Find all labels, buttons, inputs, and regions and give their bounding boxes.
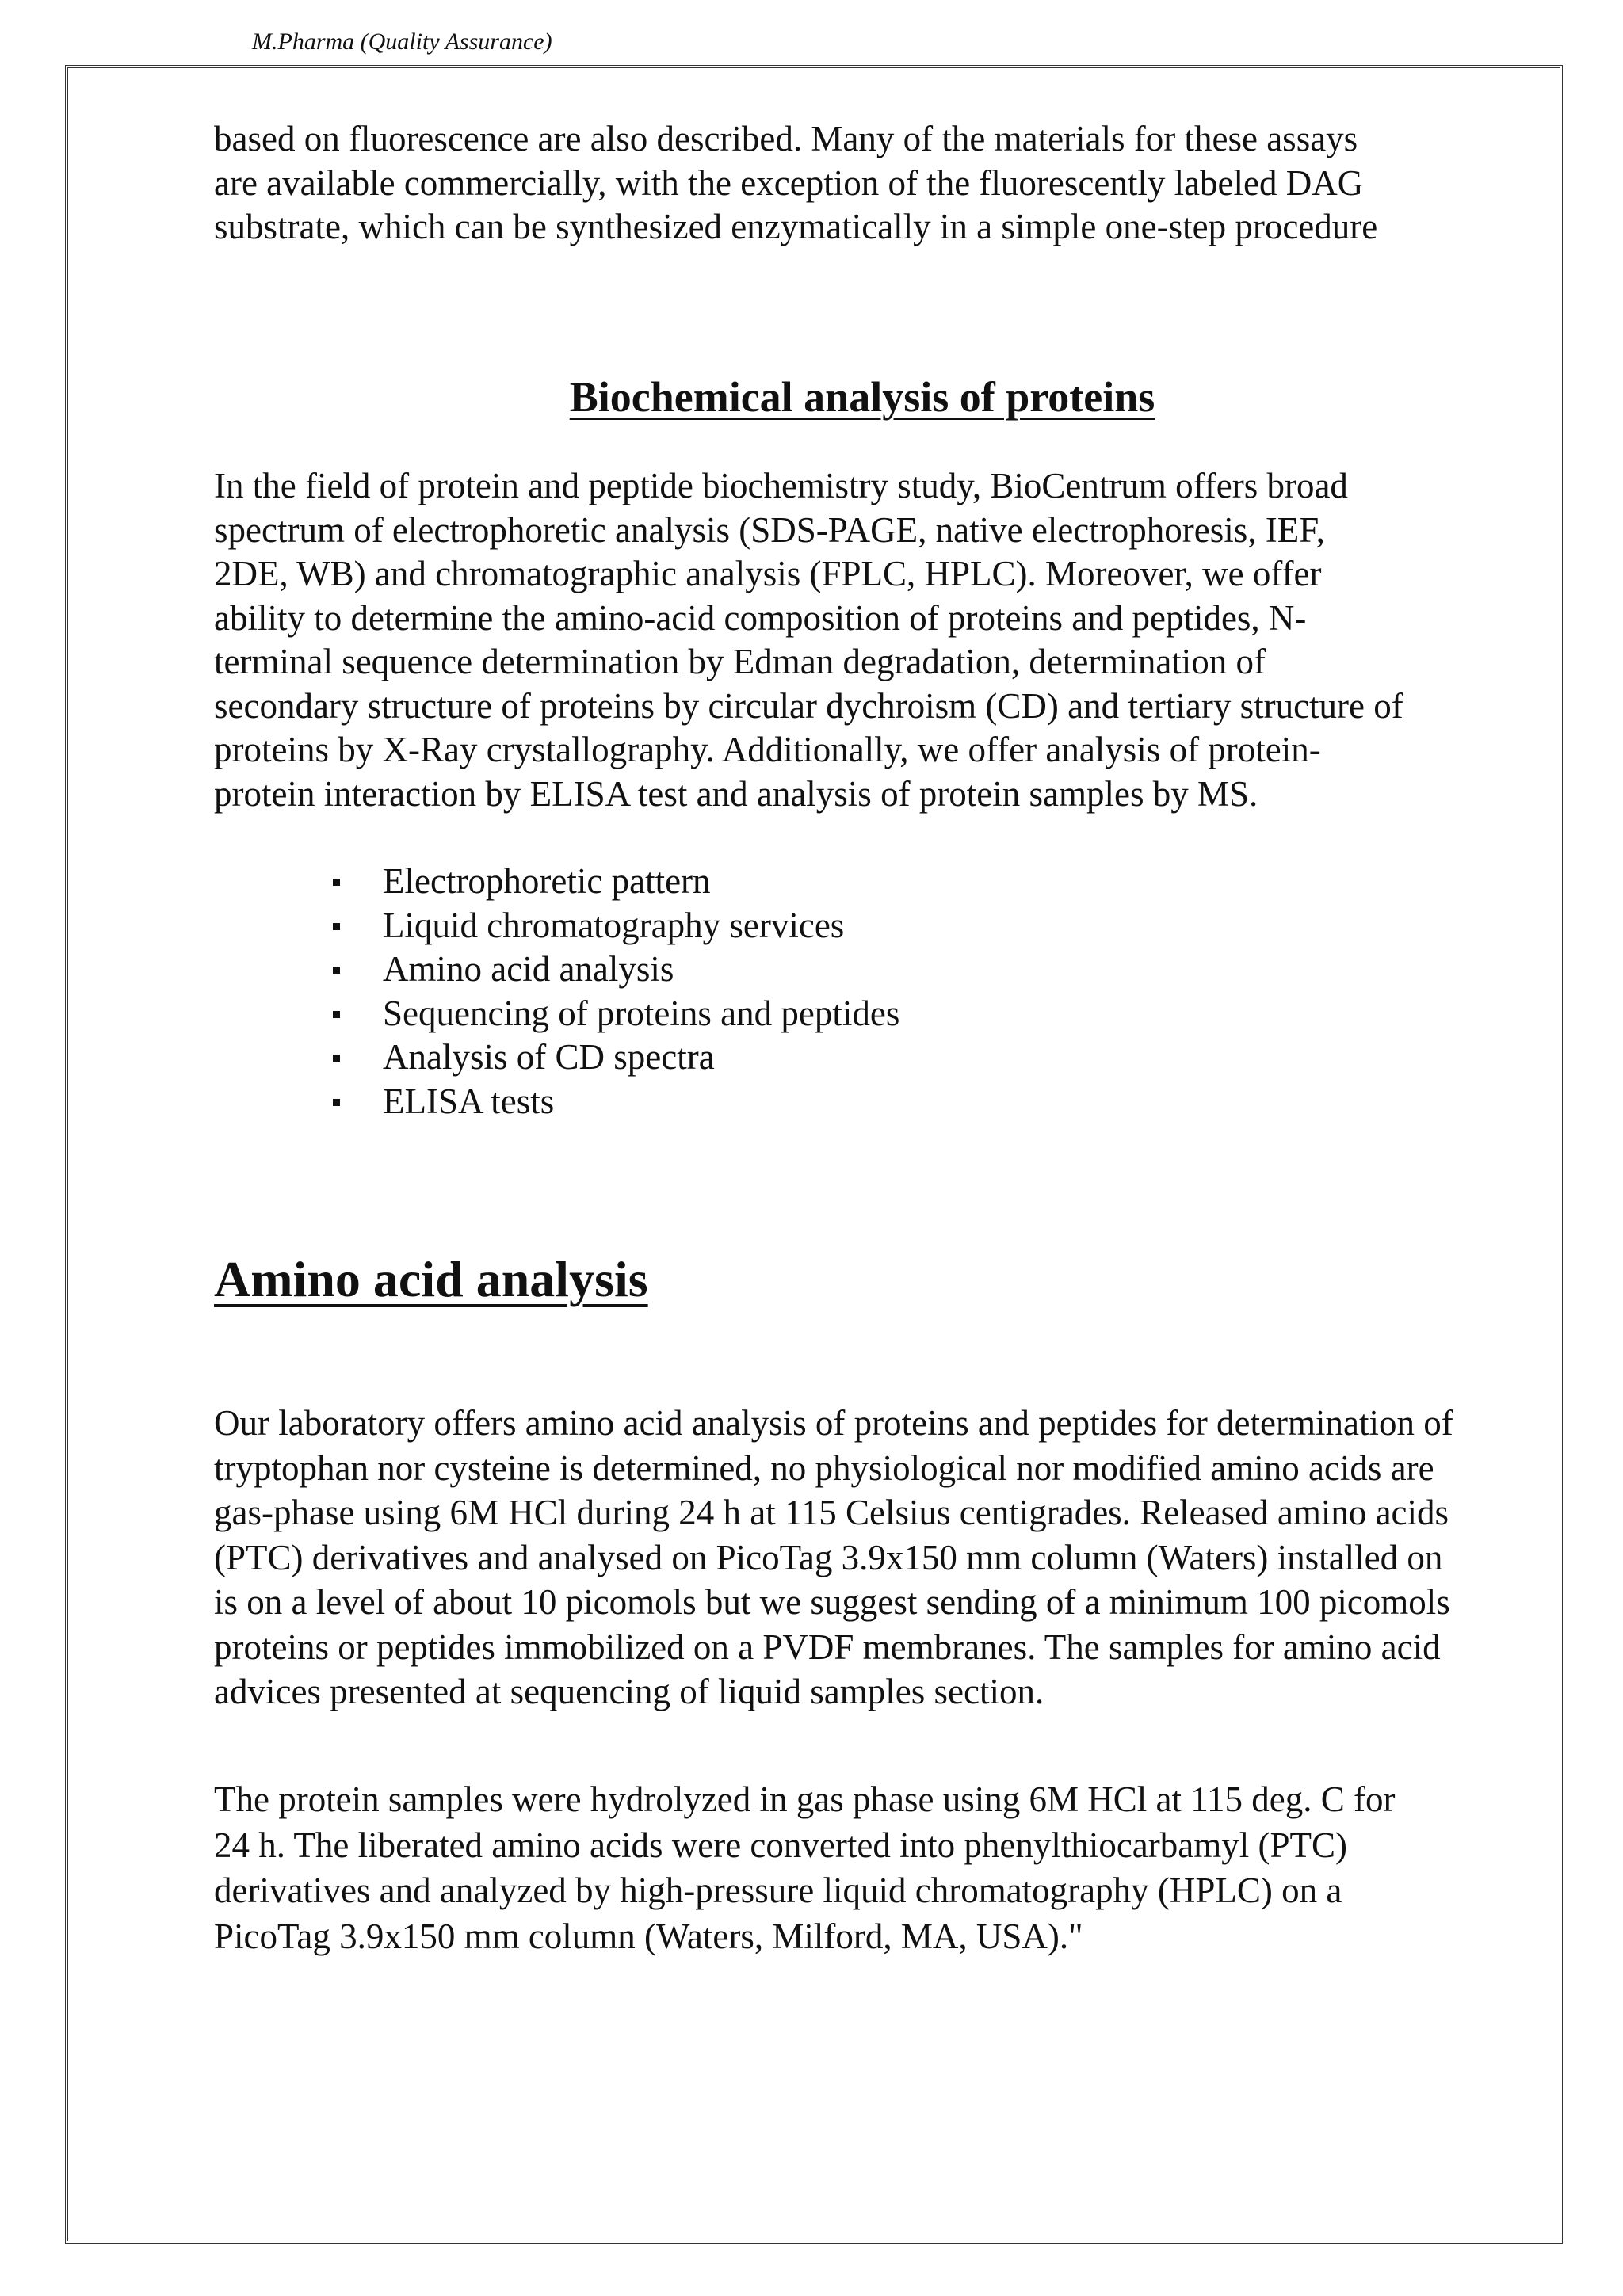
list-item-label: ELISA tests: [383, 1081, 555, 1121]
list-item-label: Sequencing of proteins and peptides: [383, 993, 900, 1033]
amino-acid-heading: Amino acid analysis: [214, 1251, 648, 1307]
biochemical-heading: Biochemical analysis of proteins: [569, 373, 1155, 421]
bullet-square-icon: [333, 967, 340, 974]
bullet-square-icon: [333, 1011, 340, 1018]
amino-acid-paragraph-2: The protein samples were hydrolyzed in gas phase using 6M HCl at 115 deg. C for 24 h. The liberated amino acids were converted into phenylthiocarbamyl (PTC) derivatives and analyzed by high-pressure liquid chromatography (HPLC) on a PicoTag 3.9x150 mm column (Waters, Milford, MA, USA).": [214, 1779, 1396, 1956]
biochemical-paragraph: In the field of protein and peptide biochemistry study, BioCentrum offers broad spectrum of electrophoretic analysis (SDS-PAGE, native electrophoresis, IEF, 2DE, WB) and chromatographic analysis (FPLC, HPLC). Moreover, we offer ability to determine the amino-acid composition of proteins and peptides, N- terminal sequence determination by Edman degradation, determination of secondary structure of proteins by circular dychroism (CD) and tertiary structure of proteins by X-Ray crystallography. Additionally, we offer analysis of protein- protein interaction by ELISA test and analysis of protein samples by MS.: [214, 466, 1403, 814]
bullet-square-icon: [333, 1099, 340, 1106]
list-item-label: Amino acid analysis: [383, 949, 674, 989]
bullet-square-icon: [333, 879, 340, 886]
list-item-label: Liquid chromatography services: [383, 905, 845, 945]
amino-acid-paragraph-1: Our laboratory offers amino acid analysis of proteins and peptides for determination of tryptophan nor cysteine is determined, no physiological nor modified amino acids are gas-phase using 6M HCl during 24 h at 115 Celsius centigrades. Released amino acids (PTC) derivatives and analysed on PicoTag 3.9x150 mm column (Waters) installed on is on a level of about 10 picomols but we suggest sending of a minimum 100 picomols proteins or peptides immobilized on a PVDF membranes. The samples for amino acid advices presented at sequencing of liquid samples section.: [214, 1403, 1453, 1711]
list-item-label: Analysis of CD spectra: [383, 1037, 715, 1077]
list-item-label: Electrophoretic pattern: [383, 861, 711, 901]
bullet-square-icon: [333, 1055, 340, 1062]
page-body: [70, 70, 1528, 2239]
intro-paragraph: based on fluorescence are also described. Many of the materials for these assays are available commercially, with the exception of the fluorescently labeled DAG substrate, which can be synthesized enzymatically in a simple one-step procedure: [214, 119, 1378, 246]
running-header: M.Pharma (Quality Assurance): [252, 29, 552, 55]
bullet-square-icon: [333, 923, 340, 930]
